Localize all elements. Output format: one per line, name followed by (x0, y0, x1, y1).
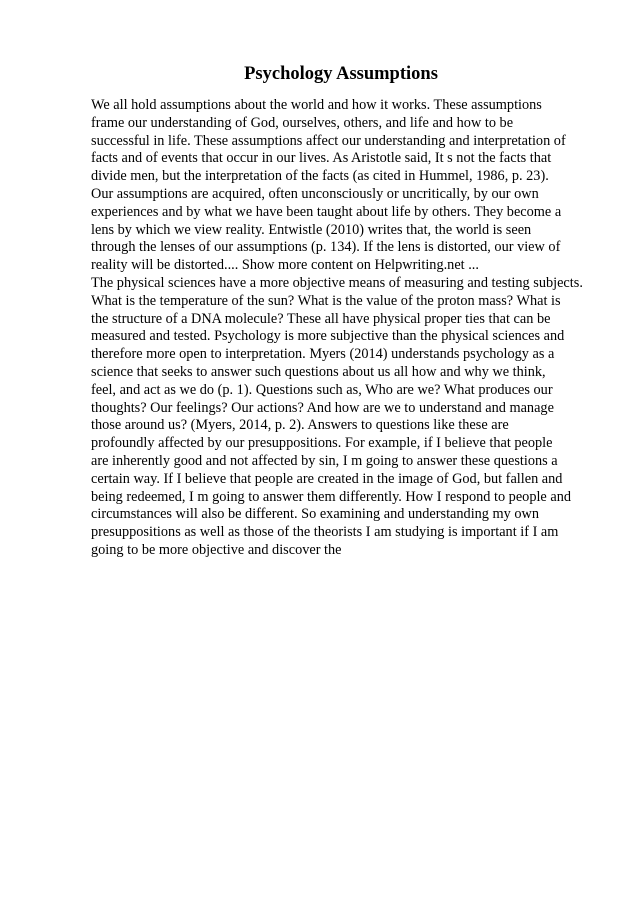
body-line: profoundly affected by our presuppositions. For example, if I believe that people (91, 435, 553, 452)
body-line: being redeemed, I m going to answer them differently. How I respond to people and (91, 488, 571, 505)
document-title: Psychology Assumptions (244, 64, 438, 84)
body-line: feel, and act as we do (p. 1). Questions such as, Who are we? What produces our (91, 381, 553, 398)
body-line: What is the temperature of the sun? What is the value of the proton mass? What is (91, 292, 561, 309)
body-line: frame our understanding of God, ourselves, others, and life and how to be (91, 114, 514, 131)
body-line: experiences and by what we have been taught about life by others. They become a (91, 203, 562, 220)
body-line: thoughts? Our feelings? Our actions? And how are we to understand and manage (91, 399, 554, 416)
body-line: divide men, but the interpretation of the facts (as cited in Hummel, 1986, p. 23). (91, 168, 549, 185)
body-line: reality will be distorted.... Show more content on Helpwriting.net ... (91, 257, 479, 274)
body-line: those around us? (Myers, 2014, p. 2). Answers to questions like these are (91, 417, 509, 434)
body-line: The physical sciences have a more objective means of measuring and testing subjects. (91, 274, 583, 291)
body-line: certain way. If I believe that people are created in the image of God, but fallen and (91, 470, 563, 487)
body-line: measured and tested. Psychology is more subjective than the physical sciences and (91, 328, 565, 345)
body-line: through the lenses of our assumptions (p. 134). If the lens is distorted, our view of (91, 239, 561, 256)
body-line: presuppositions as well as those of the theorists I am studying is important if I am (91, 524, 559, 541)
body-line: We all hold assumptions about the world and how it works. These assumptions (91, 97, 542, 113)
body-line: facts and of events that occur in our lives. As Aristotle said, It s not the facts that (91, 150, 552, 167)
body-line: science that seeks to answer such questions about us all how and why we think, (91, 363, 546, 380)
body-line: circumstances will also be different. So examining and understanding my own (91, 506, 539, 523)
body-line: are inherently good and not affected by sin, I m going to answer these questions a (91, 452, 558, 469)
body-line: successful in life. These assumptions affect our understanding and interpretation of (91, 132, 566, 149)
body-line: therefore more open to interpretation. Myers (2014) understands psychology as a (91, 346, 555, 363)
body-line: Our assumptions are acquired, often unconsciously or uncritically, by our own (91, 185, 539, 202)
body-line: lens by which we view reality. Entwistle (2010) writes that, the world is seen (91, 221, 532, 238)
document-body (91, 97, 611, 560)
body-line: the structure of a DNA molecule? These all have physical proper ties that can be (91, 310, 551, 327)
body-line: going to be more objective and discover the (91, 541, 342, 558)
